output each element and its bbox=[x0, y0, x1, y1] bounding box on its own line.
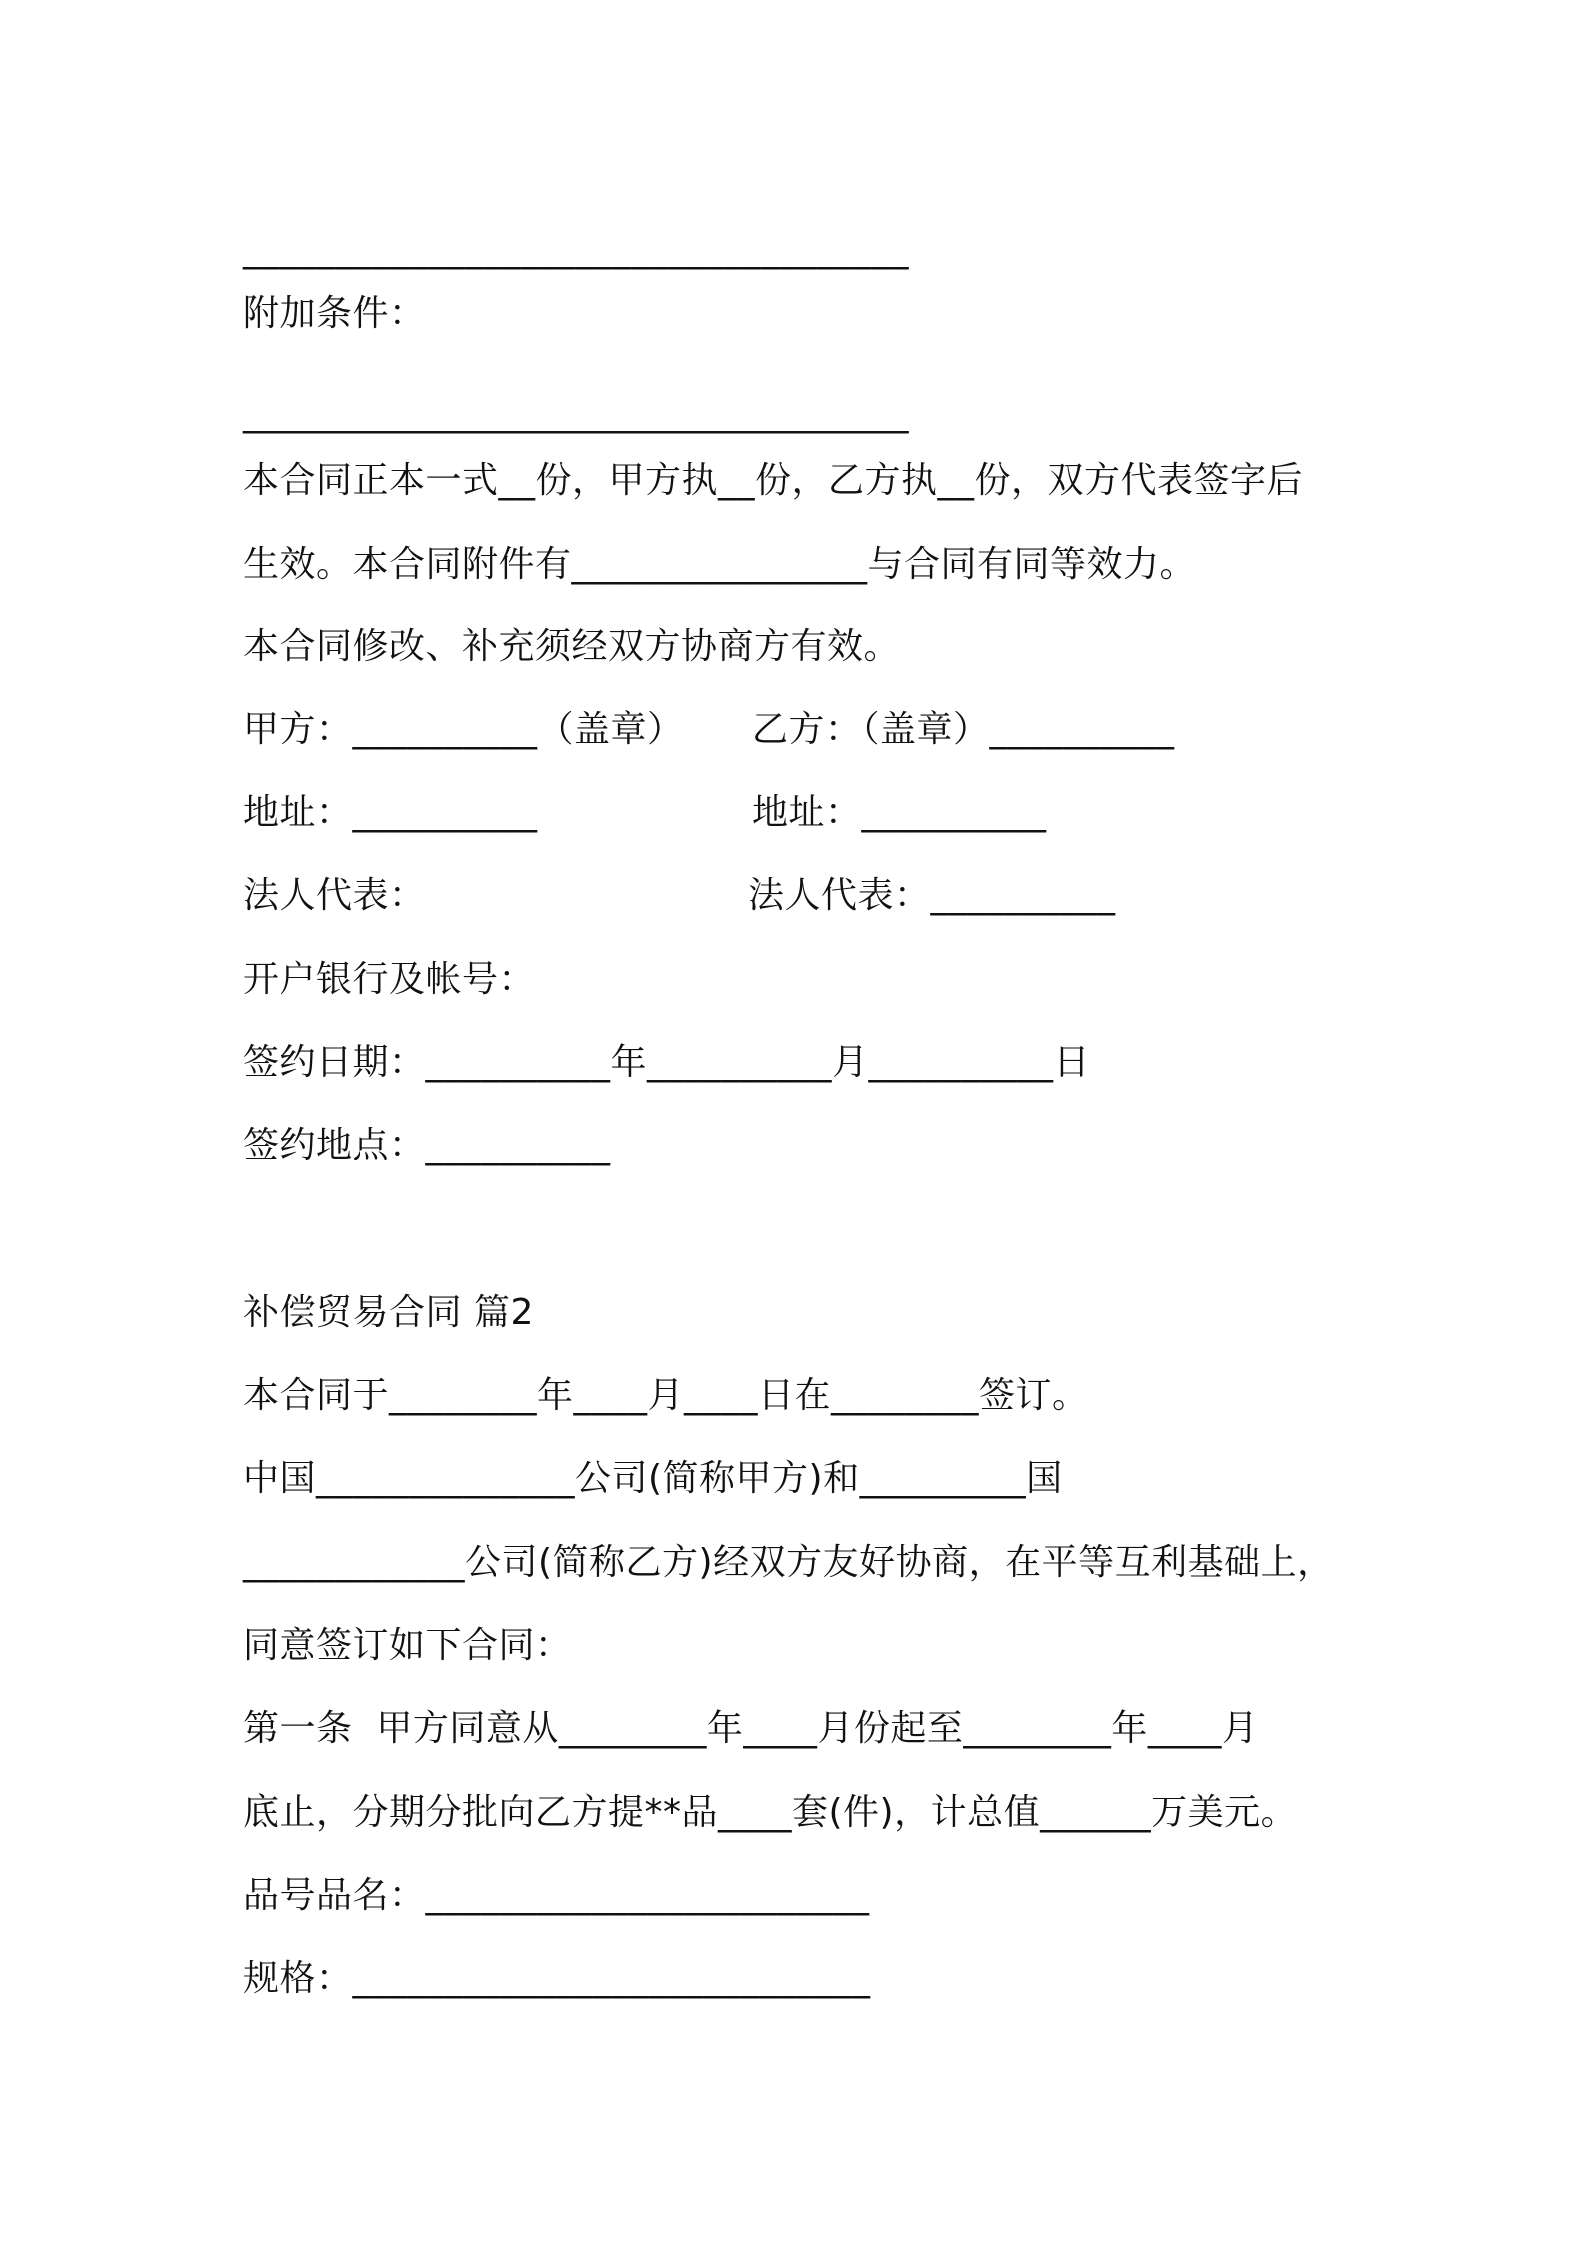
signing-place: 签约地点：__________ bbox=[243, 1125, 611, 1166]
contract-intro-line-4: 同意签订如下合同： bbox=[243, 1625, 572, 1666]
contract-intro-line-1: 本合同于________年____月____日在________签订。 bbox=[243, 1375, 1089, 1416]
party-a-address: 地址：__________ bbox=[243, 792, 538, 833]
signing-date: 签约日期：__________年__________月__________日 bbox=[243, 1042, 1091, 1083]
party-b-legal-rep: 法人代表：__________ bbox=[748, 875, 1116, 916]
article-one-line-1: 第一条 甲方同意从________年____月份起至________年____月 bbox=[243, 1708, 1259, 1749]
contract-intro-line-3: ____________公司(简称乙方)经双方友好协商，在平等互利基础上， bbox=[243, 1542, 1334, 1583]
party-b-address: 地址：__________ bbox=[752, 792, 1047, 833]
party-a-legal-rep: 法人代表： bbox=[243, 875, 426, 916]
blank-rule: ____________________________________ bbox=[243, 229, 909, 270]
party-b-signature: 乙方：（盖章）__________ bbox=[752, 709, 1175, 750]
specification-field: 规格：____________________________ bbox=[243, 1958, 871, 1999]
section-title: 补偿贸易合同 篇2 bbox=[243, 1292, 534, 1333]
contract-intro-line-2: 中国______________公司(简称甲方)和_________国 bbox=[243, 1458, 1063, 1499]
copies-clause-line-2: 生效。本合同附件有________________与合同有同等效力。 bbox=[243, 544, 1197, 585]
bank-account: 开户银行及帐号： bbox=[243, 959, 536, 1000]
amendment-clause: 本合同修改、补充须经双方协商方有效。 bbox=[243, 626, 901, 667]
article-one-line-2: 底止，分期分批向乙方提**品____套(件)，计总值______万美元。 bbox=[243, 1792, 1298, 1833]
copies-clause-line-1: 本合同正本一式__份，甲方执__份，乙方执__份，双方代表签字后 bbox=[243, 460, 1304, 501]
blank-rule: ____________________________________ bbox=[243, 393, 909, 434]
additional-terms-label: 附加条件： bbox=[243, 293, 426, 334]
party-a-signature: 甲方：__________（盖章） bbox=[243, 709, 684, 750]
product-name-field: 品号品名：________________________ bbox=[243, 1875, 870, 1916]
